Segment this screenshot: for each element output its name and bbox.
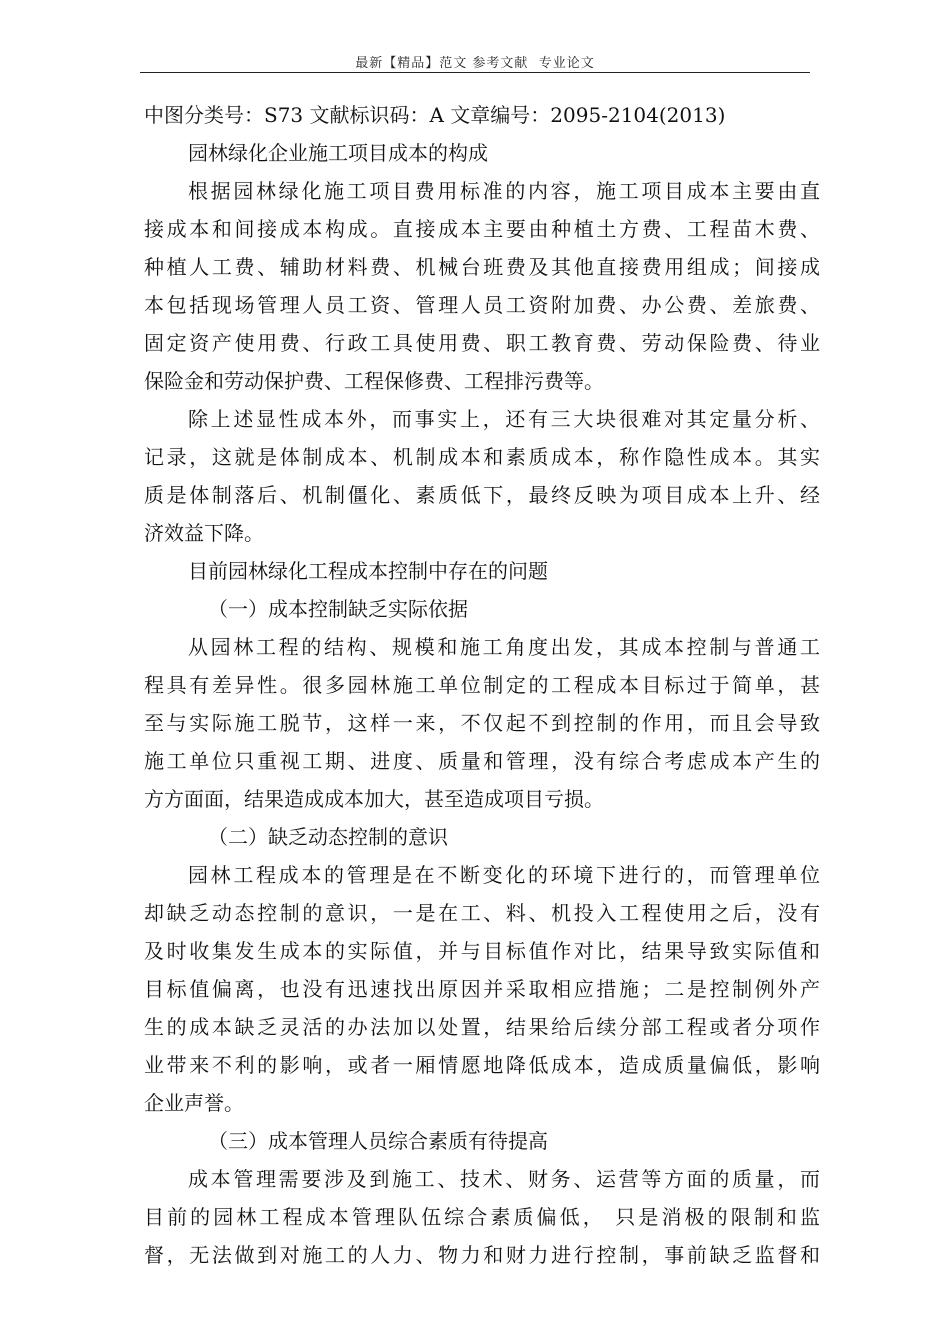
running-header: 最新【精品】范文 参考文献 专业论文 [355,56,595,71]
paragraph-line: 目标值偏离，也没有迅速找出原因并采取相应措施；二是控制例外产 [144,977,820,1001]
paragraph-line: 施工单位只重视工期、进度、质量和管理，没有综合考虑成本产生的 [144,749,820,773]
paragraph-line: 生的成本缺乏灵活的办法加以处置，结果给后续分部工程或者分项作 [144,1015,820,1039]
paragraph-line: 方方面面，结果造成成本加大，甚至造成项目亏损。 [144,787,604,811]
paragraph-line: 保险金和劳动保护费、工程保修费、工程排污费等。 [144,369,604,393]
section-heading: 目前园林绿化工程成本控制中存在的问题 [188,559,548,583]
header-rule [140,72,810,73]
paragraph-line: 程具有差异性。很多园林施工单位制定的工程成本目标过于简单，甚 [144,673,820,697]
document-body [144,96,820,1274]
paragraph-line: 除上述显性成本外，而事实上，还有三大块很难对其定量分析、 [188,407,820,431]
paragraph-line: 至与实际施工脱节，这样一来，不仅起不到控制的作用，而且会导致 [144,711,820,735]
subsection-heading: （三）成本管理人员综合素质有待提高 [208,1129,548,1153]
paragraph-line: 及时收集发生成本的实际值，并与目标值作对比，结果导致实际值和 [144,939,820,963]
paragraph-line: 济效益下降。 [144,521,264,545]
paragraph-line: 园林工程成本的管理是在不断变化的环境下进行的，而管理单位 [188,863,820,887]
paragraph-line: 记录，这就是体制成本、机制成本和素质成本，称作隐性成本。其实 [144,445,820,469]
paragraph-line: 种植人工费、辅助材料费、机械台班费及其他直接费用组成；间接成 [144,255,820,279]
paragraph-line: 接成本和间接成本构成。直接成本主要由种植土方费、工程苗木费、 [144,217,820,241]
paragraph-line: 业带来不利的影响，或者一厢情愿地降低成本，造成质量偏低，影响 [144,1053,820,1077]
subsection-heading: （一）成本控制缺乏实际依据 [208,597,468,621]
paragraph-line: 从园林工程的结构、规模和施工角度出发，其成本控制与普通工 [188,635,820,659]
paragraph-line: 目前的园林工程成本管理队伍综合素质偏低， 只是消极的限制和监 [144,1205,820,1229]
paragraph-line: 根据园林绿化施工项目费用标准的内容，施工项目成本主要由直 [188,179,820,203]
paragraph-line: 企业声誉。 [144,1091,244,1115]
paragraph-line: 固定资产使用费、行政工具使用费、职工教育费、劳动保险费、待业 [144,331,820,355]
section-heading: 园林绿化企业施工项目成本的构成 [188,141,488,165]
paragraph-line: 成本管理需要涉及到施工、技术、财务、运营等方面的质量，而 [188,1167,820,1191]
paragraph-line: 却缺乏动态控制的意识，一是在工、料、机投入工程使用之后，没有 [144,901,820,925]
paragraph-line: 督，无法做到对施工的人力、物力和财力进行控制，事前缺乏监督和 [144,1243,820,1267]
subsection-heading: （二）缺乏动态控制的意识 [208,825,448,849]
paragraph-line: 质是体制落后、机制僵化、素质低下，最终反映为项目成本上升、经 [144,483,820,507]
paragraph-line: 本包括现场管理人员工资、管理人员工资附加费、办公费、差旅费、 [144,293,820,317]
classification-line: 中图分类号：S73 文献标识码：A 文章编号：2095-2104(2013) [144,103,726,127]
